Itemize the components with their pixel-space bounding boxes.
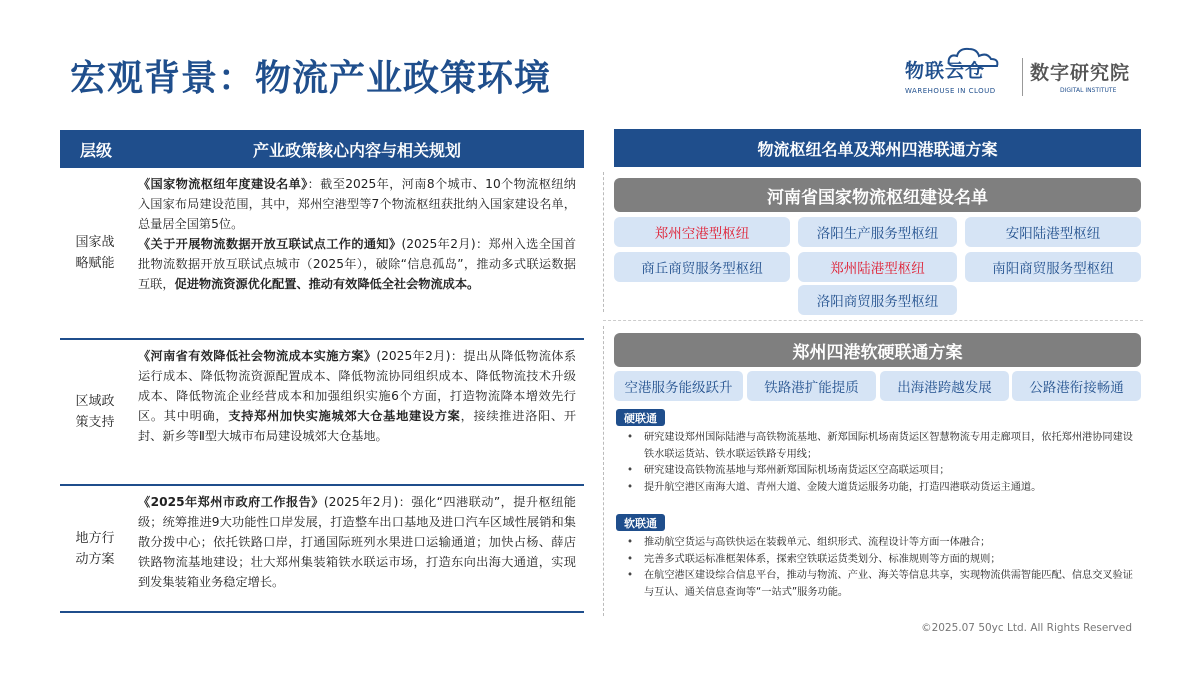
dashed-divider	[603, 172, 604, 312]
policy-table	[60, 130, 584, 613]
policy-text: (2025年2月)：强化“四港联动”，提升枢纽能级；统筹推进9大功能性口岸发展，打造整车出口基地及进口汽车区域性展销和集散分拨中心；依托铁路口岸，打通国际班列水果进口运输通道；加快占杨、薛店铁路物流基地建设；壮大郑州集装箱铁水联运市场，打造东向出海大通道，实现到发集装箱业务稳定增长。	[138, 495, 576, 589]
row-level	[60, 486, 130, 611]
row-content	[130, 168, 584, 338]
policy-name: 《关于开展物流数据开放互联试点工作的通知》	[138, 237, 402, 251]
hub-list-title: 河南省国家物流枢纽建设名单	[614, 178, 1141, 212]
level-label: 地方行动方案	[75, 530, 115, 567]
soft-connectivity-tag: 软联通	[616, 514, 665, 531]
hub-item: 商丘商贸服务型枢纽	[614, 252, 790, 282]
hub-item: 郑州空港型枢纽	[614, 217, 790, 247]
plan-item: 出海港跨越发展	[880, 371, 1009, 401]
logo-divider	[1022, 58, 1023, 96]
copyright-footer: ©2025.07 50yc Ltd. All Rights Reserved	[921, 622, 1132, 634]
list-item: • 推动航空货运与高铁快运在装载单元、组织形式、流程设计等方面一体融合；	[622, 535, 1142, 552]
brand1-name: 物联云仓	[905, 60, 986, 82]
hub-item: 安阳陆港型枢纽	[965, 217, 1141, 247]
brand1-tagline: WAREHOUSE IN CLOUD	[905, 87, 996, 95]
plan-item: 铁路港扩能提质	[747, 371, 876, 401]
brand2-name: 数字研究院	[1030, 62, 1131, 84]
policy-text: (2025年2月)：郑州入选全国首批物流数据开放互联试点城市（2025年），破除“信息孤岛”，推动多式联运数据互联，	[138, 237, 576, 291]
hard-connectivity-tag: 硬联通	[616, 409, 665, 426]
policy-table-header	[60, 130, 584, 168]
right-panel-header: 物流枢纽名单及郑州四港联通方案	[614, 129, 1141, 167]
plan-title: 郑州四港软硬联通方案	[614, 333, 1141, 367]
hub-item: 郑州陆港型枢纽	[798, 252, 957, 282]
list-item: • 研究建设郑州国际陆港与高铁物流基地、新郑国际机场南货运区智慧物流专用走廊项目，依托郑州港协同建设铁水联运货站、铁水联运铁路专用线；	[622, 430, 1142, 463]
dashed-divider	[603, 320, 1143, 321]
hub-item: 南阳商贸服务型枢纽	[965, 252, 1141, 282]
soft-connectivity-list	[622, 535, 1142, 601]
table-row	[60, 168, 584, 340]
policy-name: 《2025年郑州市政府工作报告》	[138, 495, 324, 509]
brand2-tagline: DIGITAL INSTITUTE	[1060, 87, 1117, 94]
list-item: • 在航空港区建设综合信息平台，推动与物流、产业、海关等信息共享，实现物流供需智能匹配、信息交叉验证与互认、通关信息查询等“一站式”服务功能。	[622, 568, 1142, 601]
list-item: • 研究建设高铁物流基地与郑州新郑国际机场南货运区空高联运项目；	[622, 463, 1142, 480]
list-item: • 提升航空港区南海大道、青州大道、金陵大道货运服务功能，打造四港联动货运主通道。	[622, 480, 1142, 497]
brand-logo-warehouse-in-cloud	[905, 52, 1015, 100]
policy-text: ，接续推进洛阳、开封、新乡等Ⅱ型大城市布局建设城郊大仓基地。	[138, 409, 577, 443]
hard-connectivity-list	[622, 430, 1142, 496]
header-content: 产业政策核心内容与相关规划	[252, 140, 461, 160]
row-content	[130, 486, 584, 611]
level-label: 区域政策支持	[75, 394, 115, 430]
table-row	[60, 486, 584, 613]
plan-item: 公路港衔接畅通	[1012, 371, 1141, 401]
policy-text: (2025年2月)：提出从降低物流体系运行成本、降低物流资源配置成本、降低物流协同组织成本、降低物流技术升级成本、降低物流企业经营成本和加强组织实施6个方面，打造物流降本增效先行区。其中明确，	[138, 349, 577, 423]
policy-highlight: 支持郑州加快实施城郊大仓基地建设方案	[228, 409, 461, 423]
policy-highlight: 促进物流资源优化配置、推动有效降低全社会物流成本。	[174, 277, 480, 291]
policy-name: 《河南省有效降低社会物流成本实施方案》	[138, 349, 377, 363]
hub-item: 洛阳生产服务型枢纽	[798, 217, 957, 247]
hub-item: 洛阳商贸服务型枢纽	[798, 285, 957, 315]
policy-text: ：截至2025年，河南8个城市、10个物流枢纽纳入国家布局建设范围，其中，郑州空港型等7个物流枢纽获批纳入国家建设名单，总量居全国第5位。	[138, 177, 576, 231]
level-label: 国家战略赋能	[75, 235, 115, 271]
row-content	[130, 340, 584, 484]
row-level	[60, 168, 130, 338]
dashed-divider	[603, 326, 604, 616]
table-row	[60, 340, 584, 486]
policy-name: 《国家物流枢纽年度建设名单》	[138, 177, 308, 191]
header-level: 层级	[80, 140, 113, 160]
row-level	[60, 340, 130, 484]
list-item: • 完善多式联运标准框架体系，探索空铁联运货类划分、标准规则等方面的规则；	[622, 552, 1142, 569]
plan-item: 空港服务能级跃升	[614, 371, 743, 401]
brand-logo-digital-institute	[1030, 58, 1145, 98]
page-title: 宏观背景：物流产业政策环境	[70, 58, 552, 99]
